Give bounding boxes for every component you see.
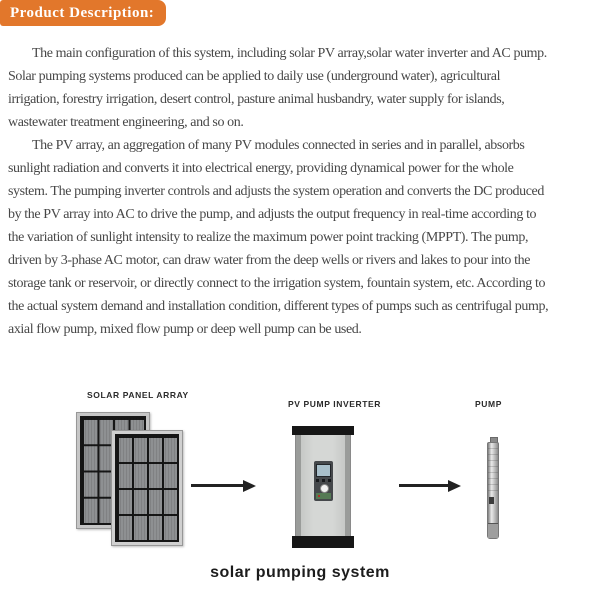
inverter-button — [316, 479, 319, 482]
product-description-header: Product Description: — [0, 0, 166, 26]
inverter-pcb-led — [318, 495, 320, 497]
arrow-right-icon — [399, 484, 448, 487]
solar-cells-grid — [115, 434, 179, 542]
paragraph-line: The main configuration of this system, including solar PV array,solar water inverter and AC pump. — [32, 46, 547, 61]
paragraph-line: axial flow pump, mixed flow pump or deep well pump can be used. — [8, 322, 362, 337]
paragraph-line: wastewater treatment engineering, and so on. — [8, 115, 244, 130]
inverter-button — [322, 479, 325, 482]
pump-motor-section — [488, 523, 498, 538]
arrow-right-icon — [191, 484, 243, 487]
solar-panel-front — [111, 430, 183, 546]
pump-stages — [488, 443, 498, 495]
inverter-display-screen — [316, 464, 331, 477]
pump-cable-box — [489, 497, 494, 504]
pv-pump-inverter-label: PV PUMP INVERTER — [288, 399, 382, 409]
pump-label: PUMP — [475, 399, 502, 409]
paragraph-line: system. The pumping inverter controls and adjusts the system operation and converts the DC produced — [8, 184, 544, 199]
inverter-pcb — [316, 493, 331, 499]
pv-pump-inverter-illustration — [292, 426, 354, 548]
paragraph-line: the actual system demand and installation condition, different types of pumps such as centrifugal pump, — [8, 299, 549, 314]
paragraph-line: Solar pumping systems produced can be applied to daily use (underground water), agricultural — [8, 69, 501, 84]
paragraph-line: irrigation, forestry irrigation, desert control, pasture animal husbandry, water supply for islands, — [8, 92, 505, 107]
inverter-control-panel — [314, 461, 333, 501]
paragraph-line: The PV array, an aggregation of many PV modules connected in series and in parallel, absorbs — [32, 138, 525, 153]
pump-illustration — [487, 437, 499, 539]
paragraph-line: driven by 3-phase AC motor, can draw water from the deep wells or rivers and lakes to pour into the — [8, 253, 531, 268]
inverter-bottom-band — [292, 536, 354, 548]
solar-panel-array-label: SOLAR PANEL ARRAY — [87, 390, 189, 400]
diagram-caption: solar pumping system — [210, 564, 390, 581]
paragraph-line: by the PV array into AC to drive the pump, and adjusts the output frequency in real-time according to — [8, 207, 537, 222]
inverter-buttons — [316, 479, 331, 482]
paragraph-line: storage tank or reservoir, or directly connect to the irrigation system, fountain system, etc. According to — [8, 276, 546, 291]
paragraph-line: sunlight radiation and converts it into electrical energy, providing dynamical power for the whole — [8, 161, 514, 176]
pump-body — [487, 442, 499, 539]
inverter-button — [328, 479, 331, 482]
inverter-top-band — [292, 426, 354, 435]
inverter-knob — [320, 484, 329, 493]
description-text — [8, 42, 594, 341]
paragraph-line: the variation of sunlight intensity to realize the maximum power point tracking (MPPT). The pump, — [8, 230, 529, 245]
